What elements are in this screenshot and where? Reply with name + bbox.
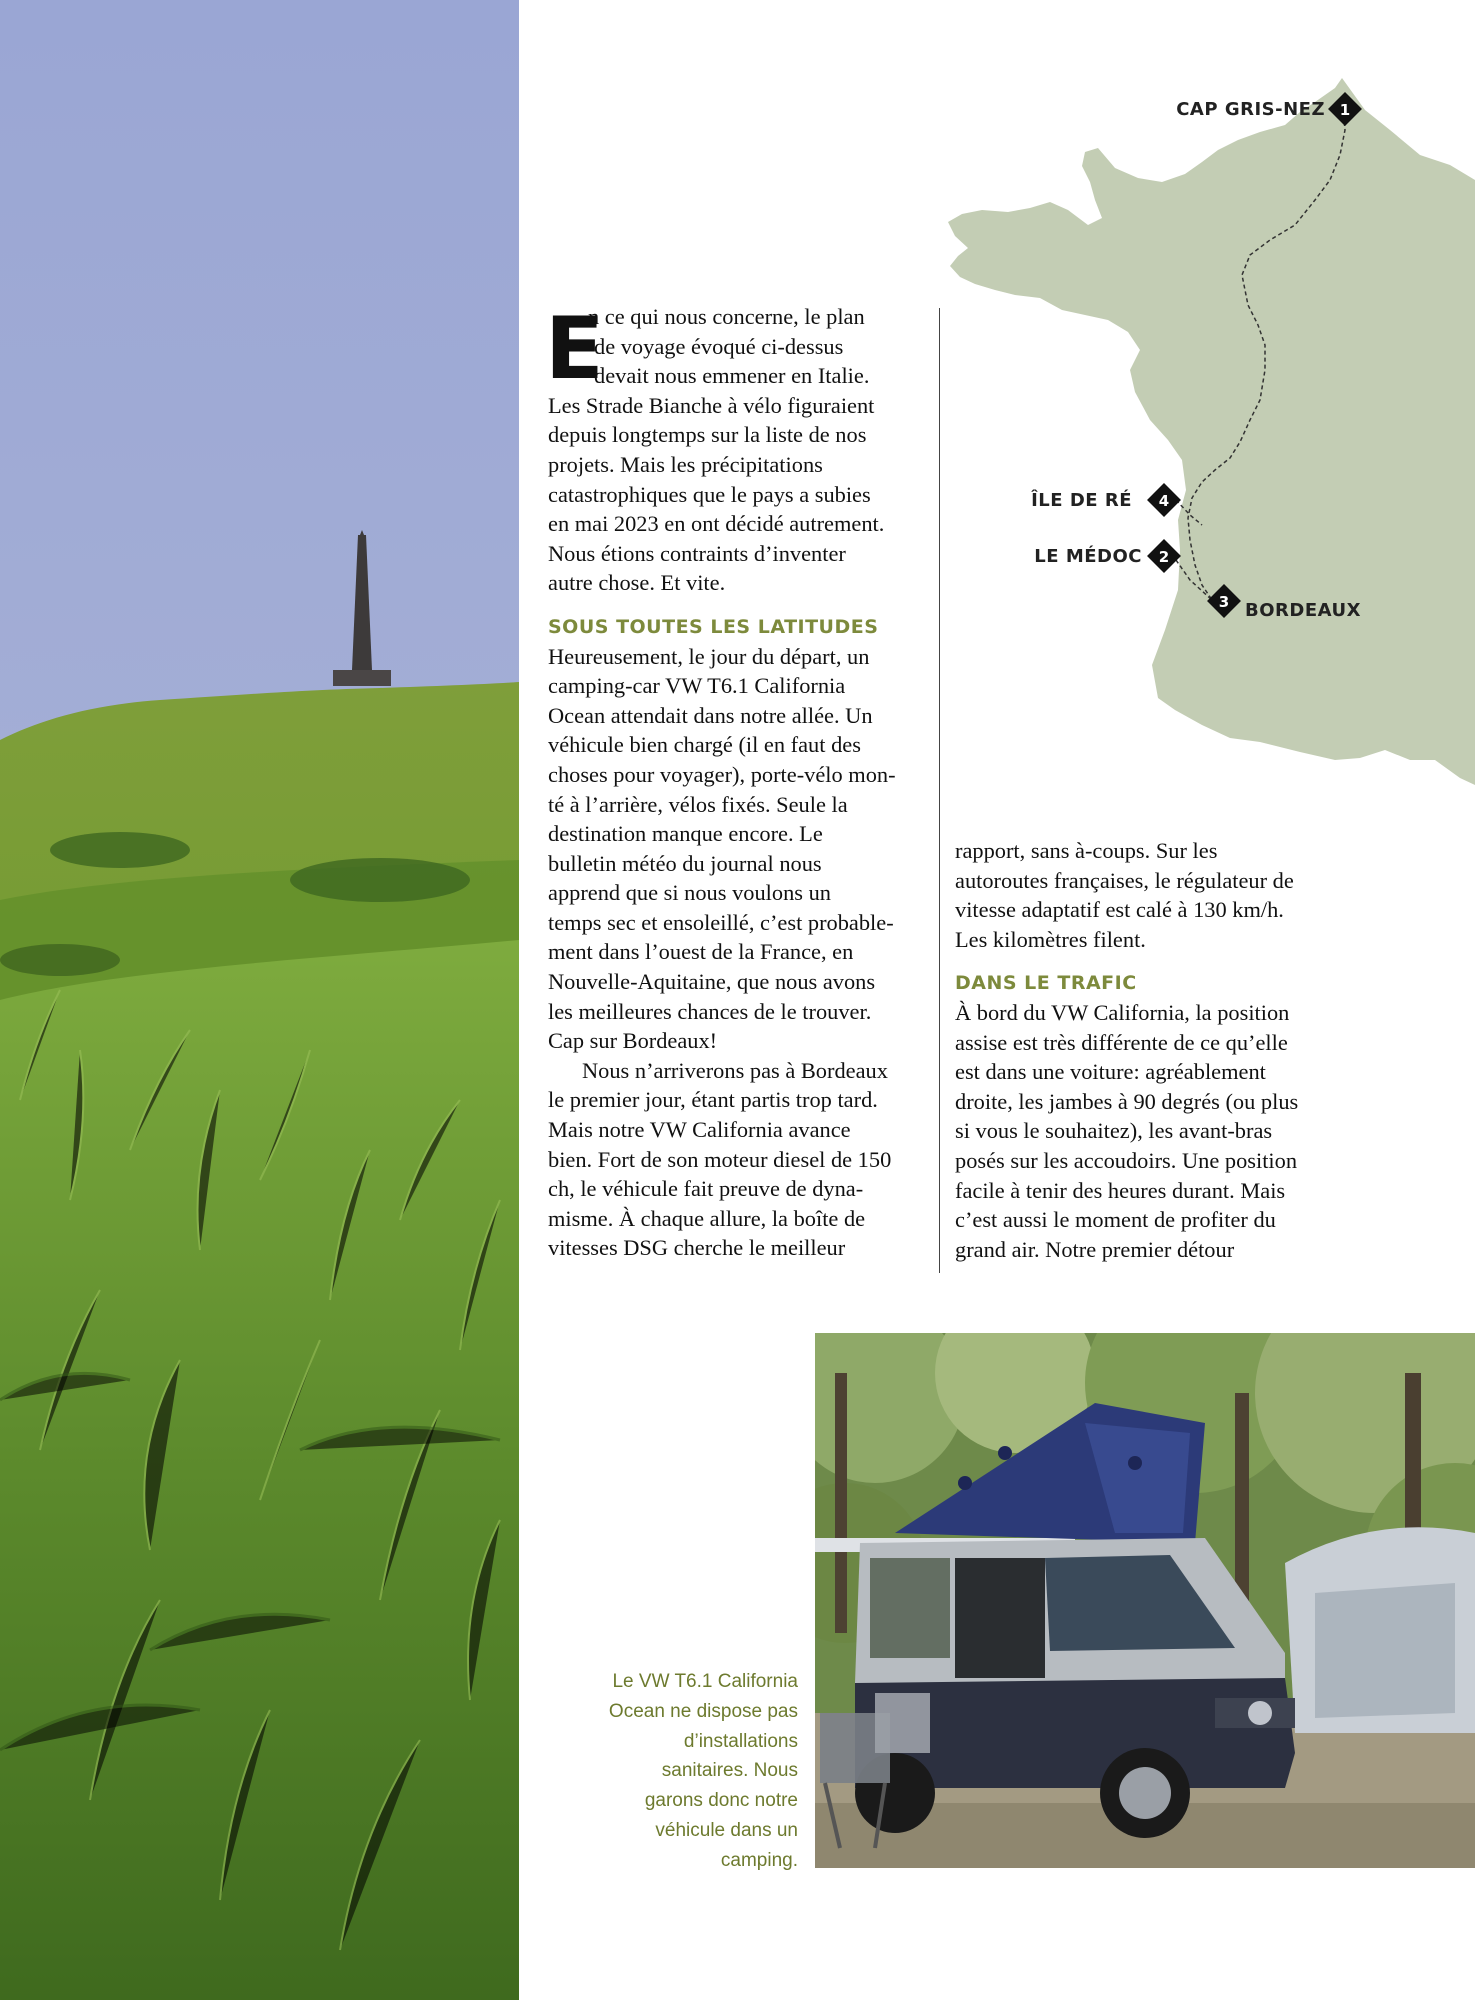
- text-line: rapport, sans à-coups. Sur les: [955, 838, 1218, 863]
- text-line: camping-car VW T6.1 California: [548, 673, 846, 699]
- france-land: [948, 78, 1475, 785]
- text-line: est dans une voiture: agréablement: [955, 1059, 1266, 1085]
- stop-marker-2: [1147, 539, 1181, 573]
- text-line: choses pour voyager), porte-vélo mon-: [548, 761, 896, 787]
- text-line: temps sec et ensoleillé, c’est probable-: [548, 909, 894, 935]
- article-column-2: [955, 836, 1345, 1264]
- text-line: ment dans l’ouest de la France, en: [548, 939, 854, 965]
- text-line: posés sur les accoudoirs. Une position: [955, 1147, 1298, 1173]
- text-line: À bord du VW California, la position: [955, 999, 1290, 1025]
- caption-line: camping.: [720, 1849, 798, 1871]
- svg-text:1: 1: [1339, 101, 1351, 119]
- section2-paragraph: [955, 998, 1345, 1264]
- text-line: le premier jour, étant partis trop tard.: [548, 1087, 878, 1113]
- text-line: assise est très différente de ce qu’elle: [955, 1029, 1288, 1055]
- text-line: en mai 2023 en ont décidé autrement.: [548, 511, 885, 537]
- text-line: Mais notre VW California avance: [548, 1117, 851, 1143]
- text-line: n ce qui nous concerne, le plan: [588, 304, 865, 329]
- text-line: devait nous emmener en Italie.: [594, 363, 870, 389]
- svg-text:3: 3: [1218, 593, 1230, 611]
- caption-line: véhicule dans un: [655, 1819, 798, 1841]
- stop-label-ile-de-re: ÎLE DE RÉ: [1031, 490, 1132, 511]
- text-line: catastrophiques que le pays a subies: [548, 481, 871, 507]
- text-line: bulletin météo du journal nous: [548, 850, 822, 876]
- text-line: autre chose. Et vite.: [548, 570, 726, 596]
- section1-paragraph-2: [548, 1056, 938, 1263]
- stop-label-le-medoc: LE MÉDOC: [1034, 546, 1142, 567]
- hillside-obelisk-photo: [0, 0, 519, 2000]
- text-line: grand air. Notre premier détour: [955, 1236, 1235, 1262]
- text-line: té à l’arrière, vélos fixés. Seule la: [548, 791, 848, 817]
- article-column-1: [548, 302, 938, 1263]
- section-heading-trafic: DANS LE TRAFIC: [955, 972, 1137, 995]
- caption-line: Le VW T6.1 California: [612, 1671, 798, 1692]
- text-line: véhicule bien chargé (il en faut des: [548, 732, 861, 758]
- map-svg: [940, 70, 1475, 800]
- text-line: Les Strade Bianche à vélo figuraient: [548, 392, 875, 418]
- text-line: apprend que si nous voulons un: [548, 880, 831, 906]
- svg-text:4: 4: [1158, 492, 1170, 510]
- text-line: Ocean attendait dans notre allée. Un: [548, 702, 873, 728]
- text-line: bien. Fort de son moteur diesel de 150: [548, 1146, 892, 1172]
- text-line: Nous n’arriverons pas à Bordeaux: [582, 1057, 888, 1083]
- intro-paragraph: [548, 302, 938, 598]
- text-line: Nous étions contraints d’inventer: [548, 540, 846, 566]
- sliding-door-opening: [955, 1558, 1045, 1678]
- drop-cap: E: [545, 299, 604, 399]
- stop-label-cap-gris-nez: CAP GRIS-NEZ: [1176, 99, 1325, 120]
- text-line: autoroutes françaises, le régulateur de: [955, 867, 1294, 893]
- text-line: misme. À chaque allure, la boîte de: [548, 1205, 866, 1231]
- text-line: les meilleures chances de le trouver.: [548, 998, 872, 1024]
- caption-line: Ocean ne dispose pas: [608, 1700, 798, 1722]
- photo-caption: [568, 1667, 798, 1876]
- text-line: vitesse adaptatif est calé à 130 km/h.: [955, 897, 1284, 923]
- text-line: Nouvelle-Aquitaine, que nous avons: [548, 969, 876, 995]
- camping-van-illustration: [815, 1333, 1475, 1868]
- text-line: ch, le véhicule fait preuve de dyna-: [548, 1176, 864, 1202]
- text-line: vitesses DSG cherche le meilleur: [548, 1235, 846, 1261]
- stop-marker-4: [1147, 483, 1181, 517]
- text-line: Heureusement, le jour du départ, un: [548, 643, 870, 669]
- hillside-obelisk-illustration: [0, 0, 519, 2000]
- text-line: c’est aussi le moment de profiter du: [955, 1207, 1276, 1233]
- vw-logo: [1248, 1701, 1272, 1725]
- text-line: facile à tenir des heures durant. Mais: [955, 1177, 1286, 1203]
- france-route-map: [940, 70, 1475, 800]
- text-line: projets. Mais les précipitations: [548, 451, 823, 477]
- caption-line: sanitaires. Nous: [661, 1760, 798, 1782]
- text-line: destination manque encore. Le: [548, 821, 823, 847]
- text-line: de voyage évoqué ci-dessus: [594, 333, 844, 359]
- section-heading-latitudes: SOUS TOUTES LES LATITUDES: [548, 615, 879, 638]
- text-line: depuis longtemps sur la liste de nos: [548, 422, 867, 448]
- column2-continuation: [955, 836, 1345, 954]
- caption-line: d’installations: [683, 1730, 798, 1752]
- camping-van-photo: [815, 1333, 1475, 1868]
- text-line: Cap sur Bordeaux!: [548, 1028, 718, 1054]
- section1-paragraph: [548, 642, 938, 1056]
- text-line: droite, les jambes à 90 degrés (ou plus: [955, 1088, 1299, 1114]
- text-line: si vous le souhaitez), les avant-bras: [955, 1118, 1273, 1144]
- column-divider: [939, 308, 940, 1273]
- svg-text:2: 2: [1158, 548, 1170, 566]
- caption-line: garons donc notre: [644, 1790, 798, 1812]
- stop-label-bordeaux: BORDEAUX: [1245, 600, 1361, 621]
- text-line: Les kilomètres filent.: [955, 926, 1146, 952]
